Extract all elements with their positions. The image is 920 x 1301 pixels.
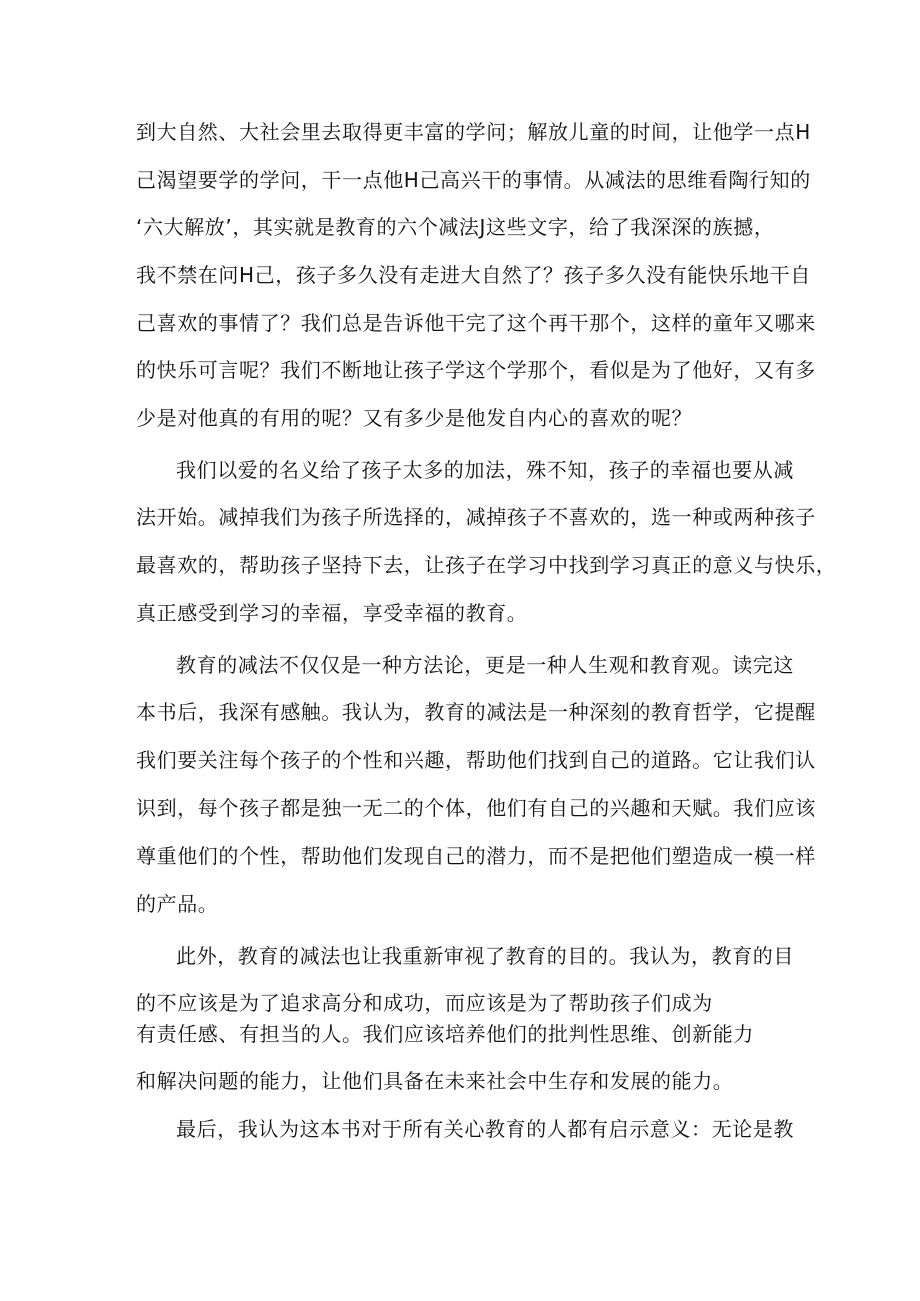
text-line: 识到，每个孩子都是独一无二的个体，他们有自己的兴趣和天赋。我们应该 bbox=[136, 796, 816, 820]
text-line: 和解决问题的能力，让他们具备在未来社会中生存和发展的能力。 bbox=[136, 1069, 734, 1093]
text-line: 最喜欢的，帮助孩子坚持下去，让孩子在学习中找到学习真正的意义与快乐， bbox=[136, 553, 837, 577]
text-line: 此外，教育的减法也让我重新审视了教育的目的。我认为，教育的目 bbox=[176, 944, 794, 968]
text-line: 本书后，我深有感触。我认为，教育的减法是一种深刻的教育哲学，它提醒 bbox=[136, 700, 816, 724]
text-line: 的产品。 bbox=[136, 892, 219, 916]
text-line: 到大自然、大社会里去取得更丰富的学问；解放儿童的时间，让他学一点H bbox=[136, 120, 811, 144]
text-line: 我们要关注每个孩子的个性和兴趣，帮助他们找到自己的道路。它让我们认 bbox=[136, 748, 816, 772]
text-line: 最后，我认为这本书对于所有关心教育的人都有启示意义：无论是教 bbox=[176, 1117, 794, 1141]
text-line: 有责任感、有担当的人。我们应该培养他们的批判性思维、创新能力 bbox=[136, 1022, 754, 1046]
text-line: ‘六大解放’，其实就是教育的六个减法J这些文字，给了我深深的族撼， bbox=[136, 215, 775, 239]
text-line: 真正感受到学习的幸福，享受幸福的教育。 bbox=[136, 601, 528, 625]
text-line: 的快乐可言呢？我们不断地让孩子学这个学那个，看似是为了他好，又有多 bbox=[136, 358, 816, 382]
text-line: 尊重他们的个性，帮助他们发现自己的潜力，而不是把他们塑造成一模一样 bbox=[136, 844, 816, 868]
text-line: 己喜欢的事情了？我们总是告诉他干完了这个再干那个，这样的童年又哪来 bbox=[136, 311, 816, 335]
text-line: 我们以爱的名义给了孩子太多的加法，殊不知，孩子的幸福也要从减 bbox=[176, 458, 794, 482]
text-line: 我不禁在问H己，孩子多久没有走进大自然了？孩子多久没有能快乐地干自 bbox=[136, 263, 811, 287]
text-line: 少是对他真的有用的呢？又有多少是他发自内心的喜欢的呢？ bbox=[136, 406, 693, 430]
text-line: 己渴望要学的学问，干一点他H己高兴干的事情。从减法的思维看陶行知的 bbox=[136, 168, 811, 192]
text-line: 教育的减法不仅仅是一种方法论，更是一种人生观和教育观。读完这 bbox=[176, 653, 794, 677]
text-line: 的不应该是为了追求高分和成功，而应该是为了帮助孩子们成为 bbox=[136, 991, 713, 1015]
text-line: 法开始。减掉我们为孩子所选择的，减掉孩子不喜欢的，选一种或两种孩子 bbox=[136, 505, 816, 529]
